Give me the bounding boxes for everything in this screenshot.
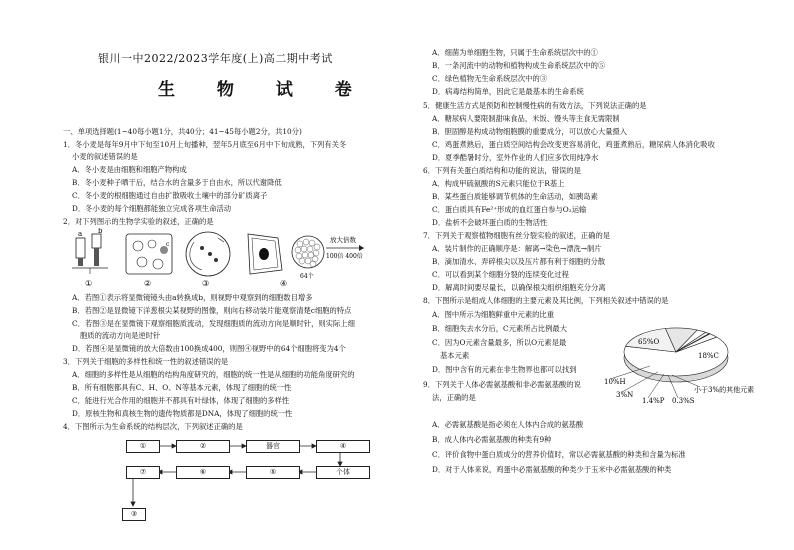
- option-line: D．若图④是显微镜的放大倍数由100换成400，则图④视野中的64个细胞将变为4个: [72, 344, 346, 353]
- level-box: ⑦: [126, 466, 160, 479]
- option-line: C．因为O元素含量最多，所以O元素是最: [432, 338, 567, 347]
- question-line: 1．冬小麦是每年9月中下旬至10月上旬播种，翌年5月底至6月中下旬成熟，下列有关冬: [63, 140, 347, 149]
- pie-label-C: 18%C: [698, 352, 719, 360]
- level-box: 个体: [316, 466, 370, 479]
- label-b: b: [98, 228, 103, 235]
- option-line: D．原核生物和真核生物的遗传物质都是DNA，体现了细胞的统一性: [72, 409, 293, 418]
- option-line: B．冬小麦种子晒干后，结合水的含量多于自由水，所以代谢降低: [72, 178, 282, 187]
- option-line: C．若图③是在显微镜下观察细胞质流动，发现细胞质的流动方向是顺时针，则实际上细: [72, 319, 355, 328]
- element-pie-chart: [598, 300, 758, 415]
- option-line: B．细胞失去水分后，C元素所占比例最大: [432, 324, 567, 333]
- label-a: a: [78, 230, 83, 238]
- option-line: 基本元素: [440, 351, 470, 360]
- option-line: C．绿色植物无生命系统层次中的③: [432, 74, 548, 83]
- root-tip-field-icon: [126, 234, 172, 274]
- option-line: D．图中含有的元素在非生物界也都可以找到: [432, 365, 577, 374]
- fig-label-4: ④: [280, 279, 288, 288]
- question-line: 2．对下列图示的生物学实验的叙述，正确的是: [63, 217, 214, 226]
- label-c: c: [166, 241, 170, 248]
- fig-label-2: ②: [144, 279, 152, 288]
- option-line: C．可以看到某个细胞分裂的连续变化过程: [432, 270, 569, 279]
- option-line: C．冬小麦的根细胞通过自由扩散吸收土壤中的部分矿质离子: [72, 191, 268, 200]
- option-line: D．夏季酷暑时分，室外作业的人们应多饮用纯净水: [432, 153, 599, 162]
- pie-label-Ca: 0.3%S: [672, 397, 695, 405]
- level-box: ⑤: [246, 466, 300, 479]
- fig-label-3: ③: [202, 279, 210, 288]
- microscope-figure: [68, 228, 368, 290]
- option-line: A．细胞的多样性是从细胞的结构角度研究的，细胞的统一性是从细胞的功能角度研究的: [72, 370, 355, 379]
- cytoplasm-flow-icon: [186, 232, 230, 276]
- option-line: B．成人体内必需氨基酸的种类有9种: [432, 435, 552, 444]
- question-line: 5．健康生活方式是预防和控制慢性病的有效方法，下列说法正确的是: [423, 101, 647, 110]
- option-line: B．滴加清水、弄碎根尖以及压片都有利于细胞的分散: [432, 257, 606, 266]
- question-line: 9．下列关于人体必需氨基酸和非必需氨基酸的说: [423, 380, 581, 389]
- pie-label-P: 1.4%P: [642, 397, 665, 405]
- option-line: D．病毒结构简单，因此它是最基本的生命系统: [432, 87, 584, 96]
- school-title: 银川一中2022/2023学年度(上)高二期中考试: [98, 52, 333, 65]
- option-line: A．若图①表示将显微镜镜头由a转换成b，则视野中观察到的细胞数目增多: [72, 293, 313, 302]
- pie-label-N: 3%N: [616, 391, 634, 399]
- option-line: A．细菌为单细胞生物，只属于生命系统层次中的①: [432, 48, 598, 57]
- question-line: 4．下图所示为生命系统的结构层次，下列叙述正确的是: [63, 422, 243, 431]
- option-line: C．评价食物中蛋白质成分的营养价值时，常以必需氨基酸的种类和含量为标准: [432, 450, 686, 459]
- zoom-label: 放大倍数: [330, 236, 356, 244]
- level-box: ④: [316, 440, 370, 453]
- option-line: C．蛋白质具有Fe²⁺形成的血红蛋白参与O₂运输: [432, 205, 587, 214]
- option-line: B．一条河流中的动物和植物构成生命系统层次中的⑤: [432, 61, 606, 70]
- level-box: 器官: [246, 440, 300, 453]
- option-line: A．糖尿病人要限制甜味食品，米饭、馒头等主食无需限制: [432, 114, 620, 123]
- question-line: 小麦的叙述错误的是: [72, 152, 138, 161]
- option-line: 胞质的流动方向是逆时针: [80, 331, 161, 340]
- level-box: ①: [126, 440, 160, 453]
- option-line: B．胆固醇是构成动物细胞膜的重要成分，可以放心大量摄入: [432, 127, 628, 136]
- level-box: ⑥: [176, 466, 230, 479]
- option-line: C．能进行光合作用的细胞并不都具有叶绿体，体现了细胞的多样性: [72, 396, 290, 405]
- option-line: A．图中所示为细胞鲜重中元素的比重: [432, 310, 555, 319]
- option-line: A．冬小麦是由细胞和细胞产物构成: [72, 165, 187, 174]
- section-heading: 一、单项选择题(1~40每小题1分，共40分；41~45每小题2分，共10分): [63, 127, 302, 136]
- cell-count-label: 64个: [300, 273, 314, 280]
- option-line: B．若图②是显微镜下洋葱根尖某视野的图像，则向右移动装片能观察清楚c细胞的特点: [72, 306, 352, 315]
- option-line: D．冬小麦的每个细胞都能独立完成各项生命活动: [72, 204, 232, 213]
- option-line: B．某些蛋白质能够调节机体的生命活动，如胰岛素: [432, 192, 598, 201]
- exam-title: 生 物 试 卷: [158, 80, 370, 100]
- pie-label-H: 10%H: [604, 378, 626, 386]
- cell-cluster-icon: [292, 236, 324, 268]
- life-system-diagram: [58, 436, 403, 546]
- level-box: ②: [176, 440, 230, 453]
- question-line: 6．下列有关蛋白质结构和功能的说法，错误的是: [423, 166, 581, 175]
- option-line: A．构成甲硫氨酸的S元素只能位于R基上: [432, 179, 565, 188]
- question-line: 8．下图所示是组成人体细胞的主要元素及其比例，下列相关叙述中错误的是: [423, 296, 669, 305]
- question-line: 3．下列关于细胞的多样性和统一性的叙述错误的是: [63, 357, 229, 366]
- option-line: C．鸡蛋煮熟后，蛋白质空间结构会改变更容易消化，鸡蛋煮熟后，糖尿病人体消化吸收: [432, 140, 715, 149]
- option-line: A．装片制作的正确顺序是：解离→染色→漂洗→制片: [432, 244, 602, 253]
- question-line: 法，正确的是: [432, 393, 476, 402]
- option-line: D．对于人体来说，鸡蛋中必需氨基酸的种类少于玉米中必需氨基酸的种类: [432, 465, 672, 474]
- option-line: B．所有细胞都具有C、H、O、N等基本元素，体现了细胞的统一性: [72, 383, 292, 392]
- option-line: A．必需氨基酸是指必须在人体内合成的氨基酸: [432, 420, 584, 429]
- objective-lenses-icon: [72, 234, 108, 274]
- plant-cell-icon: [248, 234, 282, 274]
- fig-label-1: ①: [85, 279, 93, 288]
- option-line: D．盐析不会破坏蛋白质的生物活性: [432, 218, 548, 227]
- zoom-values: 100倍 400倍: [326, 253, 363, 260]
- level-box: ③: [122, 508, 146, 521]
- question-line: 7．下列关于观察植物细胞有丝分裂实验的叙述，正确的是: [423, 231, 611, 240]
- option-line: D．解离时间要尽量长，以确保根尖组织细胞充分分离: [432, 283, 606, 292]
- pie-label-O: 65%O: [638, 338, 660, 346]
- pie-label-其他元素: 小于3%的其他元素: [694, 386, 755, 394]
